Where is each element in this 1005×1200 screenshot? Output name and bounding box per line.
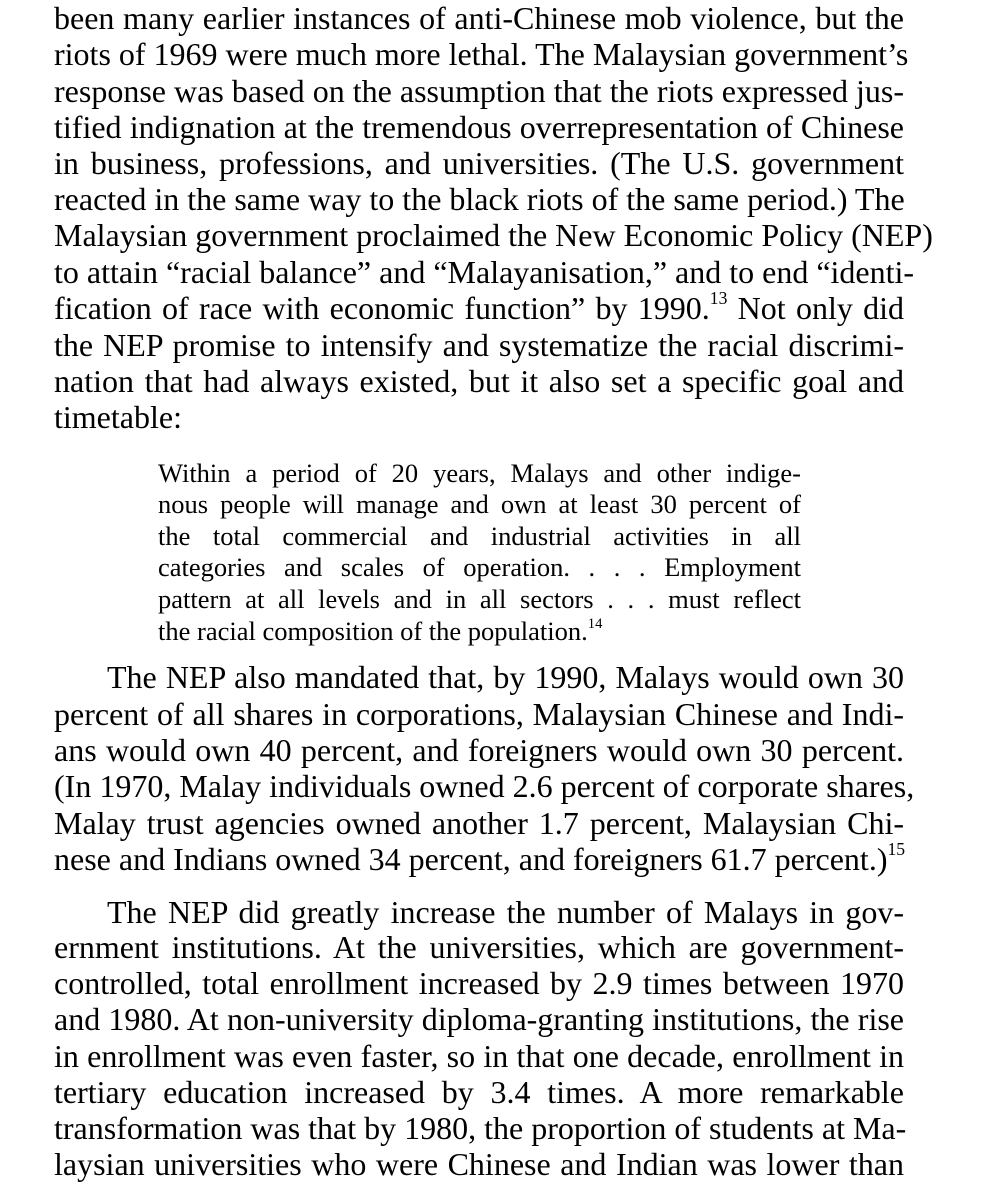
text-line: transformation was that by 1980, the proportion of students at Ma- xyxy=(54,1110,907,1146)
quote-line: Within a period of 20 years, Malays and other indige- xyxy=(158,458,801,488)
text-line: in enrollment was even faster, so in that one decade, enrollment in xyxy=(54,1038,904,1074)
text-line xyxy=(54,841,904,878)
quote-line: nous people will manage and own at least 30 percent of xyxy=(158,489,801,519)
text-line: and 1980. At non-university diploma-granting institutions, the rise xyxy=(54,1001,904,1037)
quote-line: pattern at all levels and in all sectors . . . must reflect xyxy=(158,584,801,614)
quote-line: categories and scales of operation. . . . Employment xyxy=(158,552,801,582)
text-line: laysian universities who were Chinese and Indian was lower than xyxy=(54,1146,904,1182)
text-line: The NEP did greatly increase the number of Malays in gov- xyxy=(107,894,904,930)
text-line: in business, professions, and universities. (The U.S. government xyxy=(54,145,904,181)
text-line: timetable: xyxy=(54,399,182,435)
text-line: riots of 1969 were much more lethal. The Malaysian government’s xyxy=(54,36,909,72)
text-line: tified indignation at the tremendous overrepresentation of Chinese xyxy=(54,109,904,145)
text-line: to attain “racial balance” and “Malayanisation,” and to end “identi- xyxy=(54,254,915,290)
text-line: ans would own 40 percent, and foreigners would own 30 percent. xyxy=(54,732,904,768)
text-fragment: nese and Indians owned 34 percent, and foreigners 61.7 percent.) xyxy=(54,841,888,877)
footnote-marker: 15 xyxy=(887,839,906,860)
text-line: reacted in the same way to the black riots of the same period.) The xyxy=(54,181,905,217)
quote-line: the total commercial and industrial activities in all xyxy=(158,521,801,551)
footnote-marker: 13 xyxy=(709,288,728,309)
text-line: the NEP promise to intensify and systematize the racial discrimi- xyxy=(54,327,904,363)
text-line: nation that had always existed, but it also set a specific goal and xyxy=(54,363,904,399)
text-fragment: Not only did xyxy=(737,290,905,326)
text-fragment: fication of race with economic function” by 1990. xyxy=(54,290,710,326)
text-line: The NEP also mandated that, by 1990, Malays would own 30 xyxy=(107,659,904,695)
text-line xyxy=(54,290,904,327)
quote-line xyxy=(158,616,801,647)
text-fragment: the racial composition of the population. xyxy=(158,616,588,646)
text-line: (In 1970, Malay individuals owned 2.6 percent of corporate shares, xyxy=(54,768,915,804)
text-line: Malay trust agencies owned another 1.7 percent, Malaysian Chi- xyxy=(54,805,904,841)
text-line: tertiary education increased by 3.4 times. A more remarkable xyxy=(54,1074,904,1110)
footnote-marker: 14 xyxy=(587,615,603,632)
text-line: been many earlier instances of anti-Chinese mob violence, but the xyxy=(54,0,904,36)
text-line: percent of all shares in corporations, Malaysian Chinese and Indi- xyxy=(54,696,904,732)
text-line: Malaysian government proclaimed the New Economic Policy (NEP) xyxy=(54,217,933,253)
text-line: ernment institutions. At the universities, which are government- xyxy=(54,929,904,965)
text-line: controlled, total enrollment increased by 2.9 times between 1970 xyxy=(54,965,904,1001)
text-line: response was based on the assumption that the riots expressed jus- xyxy=(54,73,904,109)
